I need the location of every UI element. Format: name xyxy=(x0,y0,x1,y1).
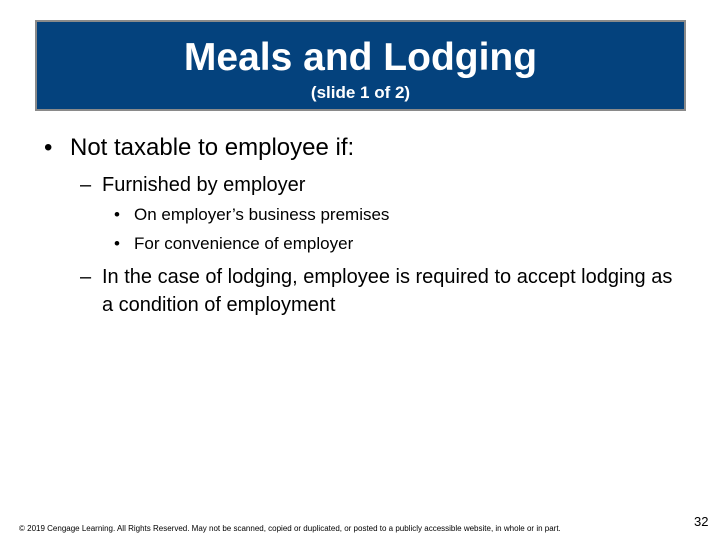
dash-icon: – xyxy=(80,266,92,288)
sub-point-text: Furnished by employer xyxy=(102,174,306,196)
bullet-icon: • xyxy=(44,134,53,161)
sub-sub-point-text: On employer’s business premises xyxy=(134,205,390,224)
copyright-notice: © 2019 Cengage Learning. All Rights Reserved. May not be scanned, copied or duplicated, or posted to a publicly accessible website, in whole or in part. xyxy=(19,524,561,533)
bullet-point-main xyxy=(44,133,354,163)
bullet-icon: • xyxy=(114,234,120,253)
slide-title-box xyxy=(35,20,686,111)
bullet-point-text: Not taxable to employee if: xyxy=(70,134,355,161)
sub-sub-point-text: For convenience of employer xyxy=(134,234,354,253)
bullet-icon: • xyxy=(114,205,120,224)
dash-icon: – xyxy=(80,174,92,196)
slide-title: Meals and Lodging xyxy=(183,36,538,79)
page-number: 32 xyxy=(694,514,709,529)
sub-point-text: In the case of lodging, employee is required to accept lodging as a condition of employment xyxy=(102,266,673,316)
sub-sub-point-convenience xyxy=(114,233,353,255)
sub-sub-point-premises xyxy=(114,204,389,226)
slide-subtitle: (slide 1 of 2) xyxy=(310,83,411,102)
